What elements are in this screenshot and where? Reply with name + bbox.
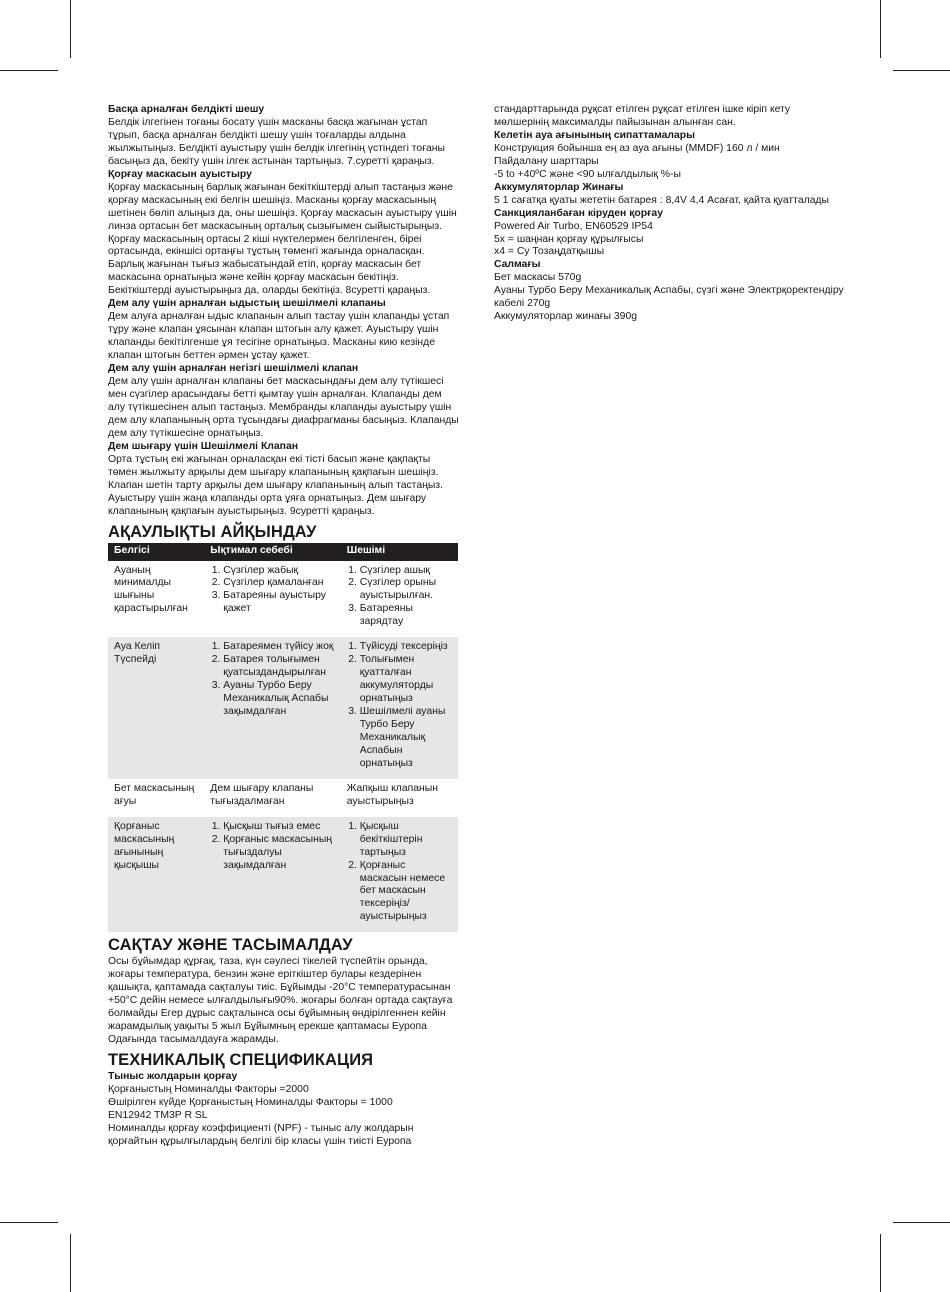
cause-cell — [204, 637, 340, 779]
cause-item: 2. Қорғаныс маскасының тығыздалуы зақымдалған — [223, 834, 337, 873]
symptom-cell: Ауаның минималды шығыны қарастырылған — [114, 564, 188, 615]
left-column — [108, 104, 460, 1149]
troubleshooting-title: АҚАУЛЫҚТЫ АЙҚЫНДАУ — [108, 522, 317, 541]
column-header-cause: Ықтимал себебі — [204, 543, 340, 561]
column-header-solution: Шешімі — [341, 543, 458, 561]
solution-cell — [341, 637, 458, 779]
troubleshooting-table — [108, 543, 458, 933]
cause-cell — [204, 561, 340, 638]
table-row — [108, 561, 458, 638]
continued-text: стандарттарында рұқсат етілген рұқсат етілген ішке кіріп кету мөлшерінің максималды пайызынан алынған сан. — [494, 104, 791, 128]
cause-item: 3. Ауаны Турбо Беру Механикалық Аспабы зақымдалған — [223, 680, 337, 719]
cause-item: 1. Қысқыш тығыз емес — [223, 821, 337, 834]
crop-mark — [880, 1234, 881, 1292]
battery-line: 5 1 сағатқа қуаты жететін батарея : 8,4V 4,4 Асағат, қайта қуатталады — [494, 194, 829, 206]
crop-mark — [0, 70, 58, 71]
solution-item: 3. Батареяны зарядтау — [360, 603, 455, 629]
solution-cell — [341, 561, 458, 638]
cause-item: 2. Батарея толығымен қуатсыздандырылған — [223, 654, 337, 680]
section-body: Қорғау маскасының барлық жағынан бекіткіштерді алып тастаңыз және қорғау маскасының екі белгін шешіңіз. Масканы қорғау маскасының шетінен бөліп алыңыз да, оны шешіңіз. Қорғау маскасын ауыстыру үшін линза ортасын бет маскасының орталық сызығымен сыйыстырыңыз. Қорғау маскасының ортасы 2 кіші нүктелермен белгіленген, біреі ортасында, екіншісі ортаңғы тұстың төменгі жағында орналасқан. Барлық жағынан тығыз жабысатындай етіп, қорғау маскасын бет маскасына орнатыңыз және кейін қорғау маскасын бекітіңіз. Бекіткіштерді ауыстырыңыз да, оларды бекітіңіз. 8суретті қараңыз. — [108, 181, 457, 297]
airflow-line: -5 to +40ºC және <90 ылғалдылық %-ы — [494, 168, 681, 180]
table-header-row — [108, 543, 458, 561]
solution-item: 3. Шешілмелі ауаны Турбо Беру Механикалық Аспабын орнатыңыз — [360, 706, 455, 771]
cause-cell: Дем шығару клапаны тығыздалмаған — [210, 782, 314, 807]
ingress-line: 5x = шаңнан қорғау құрылғысы — [494, 233, 644, 245]
battery-heading: Аккумуляторлар Жинағы — [494, 181, 624, 193]
section-heading: Дем алу үшін арналған негізгі шешілмелі клапан — [108, 363, 359, 375]
section-body: Белдік ілгегінен тоғаны босату үшін масканы басқа жағынан ұстап тұрып, басқа арналған белдікті шешу үшін тоғаларды алдына жылжытыңыз. Белдікті ауыстыру үшін белдік ілгегінің үстіндегі тоғаны басыңыз да, бекіту үшін ілгек астынан тартыңыз. 7.суретті қараңыз. — [108, 116, 445, 167]
cause-item: 1. Сүзгілер жабық — [223, 565, 337, 578]
ingress-line: Powered Air Turbo, EN60529 IP54 — [494, 220, 653, 232]
solution-cell: Жапқыш клапанын ауыстырыңыз — [346, 782, 438, 807]
section-body: Орта тұстың екі жағынан орналасқан екі тісті басып және қақпақты төмен жылжыту арқылы дем шығару клапанының қақпағын шешіңіз. Клапан шетін тарту арқылы дем шығару клапанының алып тастаңыз. Ауыстыру үшін жаңа клапанды орта ұяға орнатыңыз. Дем шығару клапанының қақпағын ауыстырыңыз. 9суретті қараңыз. — [108, 453, 443, 517]
weight-line: Бет маскасы 570g — [494, 272, 582, 284]
solution-item: 2. Қорғаныс маскасын немесе бет маскасын тексеріңіз/ауыстырыңыз — [360, 860, 455, 925]
airflow-line: Конструкция бойынша ең аз ауа ағыны (MMDF) 160 л / мин — [494, 142, 780, 154]
crop-mark — [70, 1234, 71, 1292]
airflow-heading: Келетін ауа ағынының сипаттамалары — [494, 129, 695, 141]
symptom-cell: Бет маскасының ағуы — [114, 782, 195, 807]
solution-item: 1. Түйісуді тексеріңіз — [360, 641, 455, 654]
spec-line: Қорғаныстың Номиналды Факторы =2000 — [108, 1083, 309, 1095]
storage-body: Осы бұйымдар құрғақ, таза, күн сәулесі тікелей түспейтін орында, жоғары температура, бензин және еріткіштер булары кездерінен қашықта, қаптамада сақталуы тиіс. Бұйымды -20°C температурасынан +50°C дейін немесе ылғалдылығы90%. жоғары болған ортада сақтауға болмайды Егер дұрыс сақталынса осы бұйымның өндірілгеннен кейін жарамдылық уақыты 5 жыл Бұйымның ерекше қаптамасы Еуропа Одағында тасымалдауға жарамды. — [108, 956, 453, 1046]
solution-cell — [341, 817, 458, 933]
solution-item: 1. Сүзгілер ашық — [360, 565, 455, 578]
specification-title: ТЕХНИКАЛЫҚ СПЕЦИФИКАЦИЯ — [108, 1051, 374, 1069]
spec-line: Номиналды қорғау коэффициенті (NPF) - тыныс алу жолдарын қорғайтын құрылғылардың белгілі бір класы үшін тиісті Еуропа — [108, 1122, 414, 1147]
symptom-cell: Ауа Келіп Түспейді — [108, 637, 204, 779]
column-header-symptom: Белгісі — [108, 543, 204, 561]
section-heading: Дем шығару үшін Шешілмелі Клапан — [108, 440, 299, 452]
crop-mark — [893, 1222, 950, 1223]
weight-heading: Салмағы — [494, 259, 541, 271]
crop-mark — [70, 0, 71, 58]
cause-item: 2. Сүзгілер қамаланған — [223, 577, 337, 590]
cause-item: 3. Батареяны ауыстыру қажет — [223, 590, 337, 616]
section-body: Дем алуға арналған ыдыс клапанын алып тастау үшін клапанды ұстап тұру және клапан ұясынан клапан штогын алу қажет. Ауыстыру үшін клапанды бекітілгенше ұя тесігіне орнатыңыз. Масканы кию кезінде клапан штогын беттен әрмен ұстау қажет. — [108, 311, 450, 362]
crop-mark — [880, 0, 881, 58]
crop-mark — [0, 1222, 58, 1223]
cause-cell — [204, 817, 340, 933]
ingress-line: x4 = Су Тозаңдатқышы — [494, 246, 605, 258]
airflow-line: Пайдалану шарттары — [494, 155, 599, 167]
table-row — [108, 817, 458, 933]
symptom-cell: Қорғаныс маскасының ағынының қысқышы — [108, 817, 204, 933]
table-row — [108, 637, 458, 779]
section-heading: Басқа арналған белдікті шешу — [108, 104, 265, 115]
solution-item: 2. Сүзгілер орыны ауыстырылған. — [360, 577, 455, 603]
spec-subheading: Тыныс жолдарын қорғау — [108, 1071, 238, 1082]
weight-line: Аккумуляторлар жинағы 390g — [494, 311, 638, 323]
ingress-heading: Санкцияланбаған кіруден қорғау — [494, 207, 663, 219]
section-heading: Қорғау маскасын ауыстыру — [108, 168, 252, 180]
spec-line: Өшірілген күйде Қорғаныстың Номиналды Факторы = 1000 — [108, 1096, 393, 1108]
solution-item: 2. Толығымен қуатталған аккумуляторды орнатыңыз — [360, 654, 455, 706]
section-body: Дем алу үшін арналған клапаны бет маскасындағы дем алу түтікшесі мен сүзгілер арасындағы бетті қымтау үшін арналған. Клапанды дем алу түтікшесінен алып тастаңыз. Мембранды клапанды ауыстыру үшін дем алу клапанының орта тұсындағы диафрагманы басыңыз. Клапанды дем алу түтікшесіне орнатыңыз. — [108, 376, 459, 439]
storage-title: САҚТАУ ЖӘНЕ ТАСЫМАЛДАУ — [108, 936, 353, 955]
right-column — [494, 104, 846, 324]
solution-item: 1. Қысқыш бекіткіштерін тартыңыз — [360, 821, 455, 860]
spec-line: EN12942 TM3P R SL — [108, 1109, 208, 1121]
weight-line: Ауаны Турбо Беру Механикалық Аспабы, сүзгі және Электрқоректендіру кабелі 270g — [494, 285, 844, 310]
crop-mark — [893, 70, 950, 71]
section-heading: Дем алу үшін арналған ыдыстың шешілмелі клапаны — [108, 298, 386, 310]
cause-item: 1. Батареямен түйісу жоқ — [223, 641, 337, 654]
table-row — [108, 779, 458, 817]
